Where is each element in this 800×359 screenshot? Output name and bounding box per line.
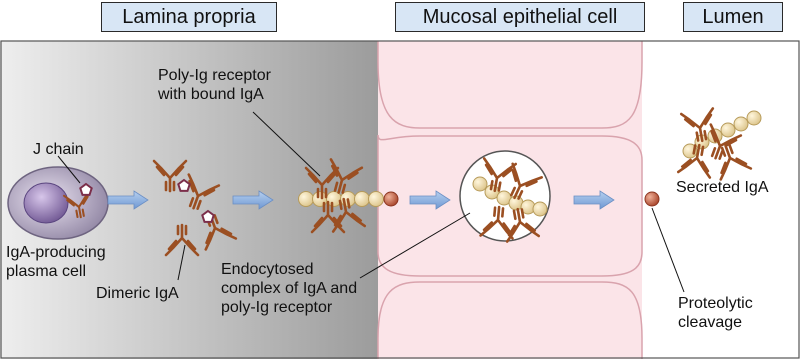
dimeric-iga-label: Dimeric IgA: [96, 285, 179, 302]
cleaved-fragment: [645, 192, 659, 206]
endocytic-vesicle: [460, 151, 550, 242]
plasma-cell-label-line2: plasma cell: [6, 263, 87, 280]
secreted-iga-label: Secreted IgA: [676, 179, 769, 196]
plasma-cell: [8, 167, 108, 239]
plasma-cell-label-line1: IgA-producing: [6, 244, 106, 261]
endocytosed-label-line1: Endocytosed: [221, 261, 314, 278]
plasma-cell-nucleus: [24, 183, 68, 223]
header-lumen-label: Lumen: [702, 5, 764, 28]
poly-ig-receptor-label-line2: with bound IgA: [158, 86, 264, 103]
header-epithelial-cell-label: Mucosal epithelial cell: [422, 5, 618, 28]
endocytosed-label-line3: poly-Ig receptor: [221, 299, 333, 316]
proteolytic-label-line2: cleavage: [678, 314, 743, 331]
j-chain-label: J chain: [33, 141, 84, 158]
endocytosed-label-line2: complex of IgA and: [221, 280, 358, 297]
header-lamina-propria-label: Lamina propria: [122, 5, 256, 28]
poly-ig-receptor-label-line1: Poly-Ig receptor: [158, 67, 271, 84]
proteolytic-label-line1: Proteolytic: [678, 295, 753, 312]
